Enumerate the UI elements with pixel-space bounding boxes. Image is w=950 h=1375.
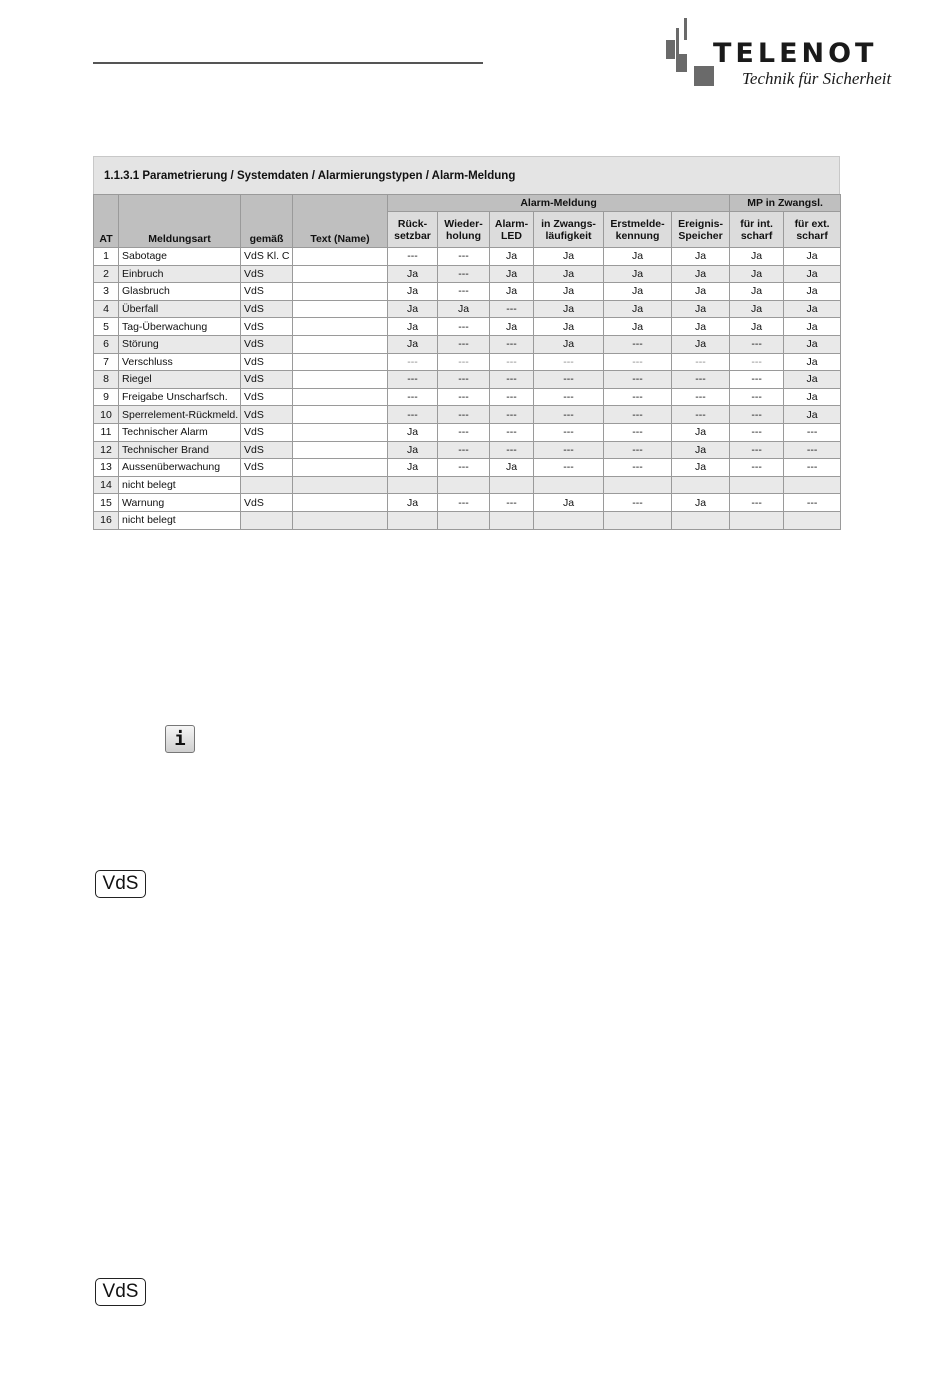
- cell-text-name[interactable]: [293, 248, 388, 266]
- cell-value: [784, 476, 841, 494]
- cell-meldungsart: Störung: [119, 335, 241, 353]
- cell-gemaess: VdS: [241, 353, 293, 371]
- cell-value: Ja: [730, 283, 784, 301]
- cell-text-name[interactable]: [293, 335, 388, 353]
- cell-value: Ja: [784, 300, 841, 318]
- cell-value: Ja: [784, 265, 841, 283]
- cell-value: Ja: [784, 388, 841, 406]
- cell-gemaess: [241, 476, 293, 494]
- table-row: [94, 353, 841, 371]
- cell-meldungsart: Riegel: [119, 371, 241, 389]
- cell-gemaess: VdS: [241, 371, 293, 389]
- cell-meldungsart: Tag-Überwachung: [119, 318, 241, 336]
- cell-value: ---: [672, 388, 730, 406]
- cell-text-name[interactable]: [293, 265, 388, 283]
- cell-gemaess: VdS: [241, 335, 293, 353]
- cell-value: ---: [490, 441, 534, 459]
- cell-gemaess: VdS: [241, 283, 293, 301]
- brand-tagline: Technik für Sicherheit: [742, 69, 892, 88]
- cell-gemaess: VdS: [241, 459, 293, 477]
- cell-value: ---: [534, 388, 604, 406]
- cell-text-name[interactable]: [293, 318, 388, 336]
- cell-value: ---: [784, 423, 841, 441]
- table-body: [94, 248, 841, 530]
- cell-meldungsart: Technischer Alarm: [119, 423, 241, 441]
- cell-value: ---: [730, 494, 784, 512]
- cell-gemaess: VdS: [241, 265, 293, 283]
- cell-text-name[interactable]: [293, 441, 388, 459]
- cell-text-name[interactable]: [293, 388, 388, 406]
- cell-value: [604, 511, 672, 529]
- cell-value: [784, 511, 841, 529]
- cell-value: ---: [438, 283, 490, 301]
- cell-value: ---: [490, 353, 534, 371]
- col-header-wiederholung: Wieder- holung: [438, 212, 490, 248]
- cell-value: Ja: [388, 441, 438, 459]
- cell-at: 7: [94, 353, 119, 371]
- cell-value: Ja: [388, 265, 438, 283]
- cell-value: Ja: [534, 335, 604, 353]
- cell-value: Ja: [672, 423, 730, 441]
- cell-value: [672, 511, 730, 529]
- table-row: [94, 388, 841, 406]
- cell-value: ---: [604, 441, 672, 459]
- cell-at: 8: [94, 371, 119, 389]
- cell-gemaess: VdS Kl. C: [241, 248, 293, 266]
- col-header-text-name: Text (Name): [293, 195, 388, 248]
- cell-value: Ja: [388, 459, 438, 477]
- cell-value: ---: [438, 371, 490, 389]
- cell-value: ---: [490, 494, 534, 512]
- cell-value: ---: [438, 318, 490, 336]
- cell-text-name[interactable]: [293, 476, 388, 494]
- table-row: [94, 494, 841, 512]
- cell-at: 5: [94, 318, 119, 336]
- col-header-int-scharf: für int. scharf: [730, 212, 784, 248]
- cell-meldungsart: Sperrelement-Rückmeld.: [119, 406, 241, 424]
- cell-meldungsart: Überfall: [119, 300, 241, 318]
- cell-value: Ja: [534, 318, 604, 336]
- cell-value: Ja: [784, 318, 841, 336]
- cell-at: 6: [94, 335, 119, 353]
- cell-text-name[interactable]: [293, 353, 388, 371]
- table-row: [94, 265, 841, 283]
- col-header-erstmeldekennung: Erstmelde- kennung: [604, 212, 672, 248]
- cell-value: Ja: [672, 265, 730, 283]
- brand-name: TELENOT: [713, 38, 878, 69]
- cell-value: Ja: [388, 423, 438, 441]
- cell-value: [490, 511, 534, 529]
- cell-value: ---: [438, 406, 490, 424]
- cell-value: Ja: [672, 459, 730, 477]
- cell-at: 9: [94, 388, 119, 406]
- cell-value: ---: [730, 335, 784, 353]
- cell-value: Ja: [784, 406, 841, 424]
- cell-value: ---: [604, 423, 672, 441]
- cell-value: ---: [604, 494, 672, 512]
- cell-value: [490, 476, 534, 494]
- cell-at: 12: [94, 441, 119, 459]
- cell-value: ---: [388, 353, 438, 371]
- cell-value: [438, 476, 490, 494]
- cell-value: ---: [604, 353, 672, 371]
- cell-value: Ja: [490, 459, 534, 477]
- cell-value: Ja: [388, 335, 438, 353]
- cell-value: ---: [534, 423, 604, 441]
- cell-value: Ja: [730, 300, 784, 318]
- cell-value: [438, 511, 490, 529]
- table-row: [94, 459, 841, 477]
- cell-value: ---: [534, 441, 604, 459]
- cell-value: ---: [730, 353, 784, 371]
- cell-at: 13: [94, 459, 119, 477]
- cell-value: ---: [604, 388, 672, 406]
- cell-value: ---: [672, 371, 730, 389]
- cell-value: ---: [388, 248, 438, 266]
- cell-value: ---: [672, 406, 730, 424]
- cell-value: ---: [604, 406, 672, 424]
- cell-value: Ja: [730, 265, 784, 283]
- cell-value: Ja: [784, 335, 841, 353]
- cell-gemaess: VdS: [241, 318, 293, 336]
- cell-at: 4: [94, 300, 119, 318]
- cell-value: ---: [438, 441, 490, 459]
- cell-value: Ja: [604, 318, 672, 336]
- cell-value: Ja: [490, 318, 534, 336]
- col-header-gemaess: gemäß: [241, 195, 293, 248]
- cell-value: ---: [534, 406, 604, 424]
- cell-value: Ja: [534, 265, 604, 283]
- cell-value: Ja: [784, 353, 841, 371]
- cell-text-name[interactable]: [293, 494, 388, 512]
- header-rule: [93, 62, 483, 64]
- cell-value: [534, 476, 604, 494]
- cell-meldungsart: Aussenüberwachung: [119, 459, 241, 477]
- cell-value: Ja: [672, 494, 730, 512]
- cell-value: Ja: [672, 300, 730, 318]
- col-header-zwangslaeufigkeit: in Zwangs- läufigkeit: [534, 212, 604, 248]
- col-header-alarm-led: Alarm- LED: [490, 212, 534, 248]
- table-row: [94, 283, 841, 301]
- cell-value: ---: [604, 371, 672, 389]
- cell-meldungsart: Sabotage: [119, 248, 241, 266]
- cell-meldungsart: Einbruch: [119, 265, 241, 283]
- cell-value: Ja: [784, 371, 841, 389]
- cell-value: ---: [438, 423, 490, 441]
- cell-meldungsart: Warnung: [119, 494, 241, 512]
- cell-text-name[interactable]: [293, 300, 388, 318]
- table-row: [94, 441, 841, 459]
- cell-value: ---: [438, 248, 490, 266]
- cell-value: ---: [438, 353, 490, 371]
- cell-value: ---: [490, 335, 534, 353]
- cell-gemaess: VdS: [241, 388, 293, 406]
- cell-value: ---: [730, 423, 784, 441]
- cell-value: ---: [784, 441, 841, 459]
- telenot-logo: [666, 18, 916, 90]
- cell-value: Ja: [672, 335, 730, 353]
- cell-value: ---: [730, 388, 784, 406]
- col-header-meldungsart: Meldungsart: [119, 195, 241, 248]
- cell-meldungsart: nicht belegt: [119, 476, 241, 494]
- table-row: [94, 423, 841, 441]
- logo-mark-icon: [666, 18, 716, 90]
- cell-at: 2: [94, 265, 119, 283]
- cell-value: ---: [730, 459, 784, 477]
- cell-value: Ja: [730, 248, 784, 266]
- cell-value: Ja: [672, 441, 730, 459]
- cell-value: ---: [388, 371, 438, 389]
- cell-value: ---: [730, 371, 784, 389]
- cell-at: 11: [94, 423, 119, 441]
- cell-gemaess: VdS: [241, 494, 293, 512]
- table-row: [94, 371, 841, 389]
- cell-value: Ja: [388, 494, 438, 512]
- cell-value: Ja: [784, 248, 841, 266]
- vds-mark-icon: VdS: [95, 1278, 146, 1306]
- cell-gemaess: VdS: [241, 300, 293, 318]
- cell-value: ---: [388, 406, 438, 424]
- cell-value: Ja: [388, 283, 438, 301]
- alarm-type-table: [93, 194, 841, 530]
- cell-value: Ja: [388, 300, 438, 318]
- table-row: [94, 300, 841, 318]
- cell-value: ---: [438, 335, 490, 353]
- cell-value: Ja: [672, 248, 730, 266]
- vds-mark-icon: VdS: [95, 870, 146, 898]
- cell-meldungsart: Technischer Brand: [119, 441, 241, 459]
- cell-value: Ja: [490, 283, 534, 301]
- cell-value: [388, 511, 438, 529]
- cell-value: Ja: [604, 265, 672, 283]
- table-row: [94, 406, 841, 424]
- cell-value: ---: [672, 353, 730, 371]
- cell-value: ---: [784, 459, 841, 477]
- cell-value: [730, 476, 784, 494]
- cell-value: ---: [438, 494, 490, 512]
- cell-at: 15: [94, 494, 119, 512]
- cell-text-name[interactable]: [293, 459, 388, 477]
- cell-at: 16: [94, 511, 119, 529]
- cell-value: Ja: [534, 494, 604, 512]
- cell-value: Ja: [604, 248, 672, 266]
- cell-gemaess: VdS: [241, 406, 293, 424]
- alarm-type-table-panel: [93, 156, 840, 530]
- cell-at: 3: [94, 283, 119, 301]
- cell-value: Ja: [534, 248, 604, 266]
- cell-value: ---: [730, 406, 784, 424]
- cell-value: ---: [604, 459, 672, 477]
- cell-meldungsart: Glasbruch: [119, 283, 241, 301]
- cell-at: 10: [94, 406, 119, 424]
- info-icon: i: [165, 725, 195, 753]
- cell-value: ---: [490, 406, 534, 424]
- group-header-mp-zwangsl: MP in Zwangsl.: [730, 195, 841, 212]
- cell-value: Ja: [604, 300, 672, 318]
- cell-at: 14: [94, 476, 119, 494]
- col-header-ext-scharf: für ext. scharf: [784, 212, 841, 248]
- cell-value: ---: [604, 335, 672, 353]
- cell-value: Ja: [672, 318, 730, 336]
- table-row: [94, 248, 841, 266]
- col-header-ruecksetzbar: Rück- setzbar: [388, 212, 438, 248]
- cell-value: Ja: [784, 283, 841, 301]
- cell-value: ---: [784, 494, 841, 512]
- cell-value: ---: [534, 459, 604, 477]
- cell-value: Ja: [672, 283, 730, 301]
- cell-value: ---: [438, 388, 490, 406]
- cell-text-name[interactable]: [293, 423, 388, 441]
- cell-value: ---: [490, 371, 534, 389]
- cell-value: ---: [534, 353, 604, 371]
- cell-meldungsart: nicht belegt: [119, 511, 241, 529]
- cell-value: Ja: [490, 248, 534, 266]
- cell-gemaess: VdS: [241, 441, 293, 459]
- cell-value: ---: [438, 459, 490, 477]
- cell-text-name[interactable]: [293, 511, 388, 529]
- cell-value: [534, 511, 604, 529]
- cell-text-name[interactable]: [293, 406, 388, 424]
- table-row: [94, 511, 841, 529]
- table-caption: 1.1.3.1 Parametrierung / Systemdaten / Alarmierungstypen / Alarm-Meldung: [93, 156, 840, 194]
- table-row: [94, 476, 841, 494]
- cell-value: ---: [534, 371, 604, 389]
- cell-gemaess: VdS: [241, 423, 293, 441]
- group-header-alarm-meldung: Alarm-Meldung: [388, 195, 730, 212]
- col-header-at: AT: [94, 195, 119, 248]
- cell-value: Ja: [490, 265, 534, 283]
- cell-value: Ja: [534, 300, 604, 318]
- cell-text-name[interactable]: [293, 371, 388, 389]
- cell-value: Ja: [388, 318, 438, 336]
- table-row: [94, 335, 841, 353]
- table-row: [94, 318, 841, 336]
- cell-value: ---: [490, 423, 534, 441]
- cell-meldungsart: Verschluss: [119, 353, 241, 371]
- cell-value: [604, 476, 672, 494]
- col-header-ereignisspeicher: Ereignis- Speicher: [672, 212, 730, 248]
- cell-meldungsart: Freigabe Unscharfsch.: [119, 388, 241, 406]
- cell-value: Ja: [438, 300, 490, 318]
- cell-value: ---: [438, 265, 490, 283]
- cell-value: Ja: [730, 318, 784, 336]
- cell-text-name[interactable]: [293, 283, 388, 301]
- cell-value: [730, 511, 784, 529]
- cell-value: Ja: [604, 283, 672, 301]
- cell-value: ---: [730, 441, 784, 459]
- cell-gemaess: [241, 511, 293, 529]
- cell-value: ---: [490, 388, 534, 406]
- cell-value: [672, 476, 730, 494]
- cell-value: [388, 476, 438, 494]
- cell-value: ---: [490, 300, 534, 318]
- cell-value: Ja: [534, 283, 604, 301]
- cell-value: ---: [388, 388, 438, 406]
- cell-at: 1: [94, 248, 119, 266]
